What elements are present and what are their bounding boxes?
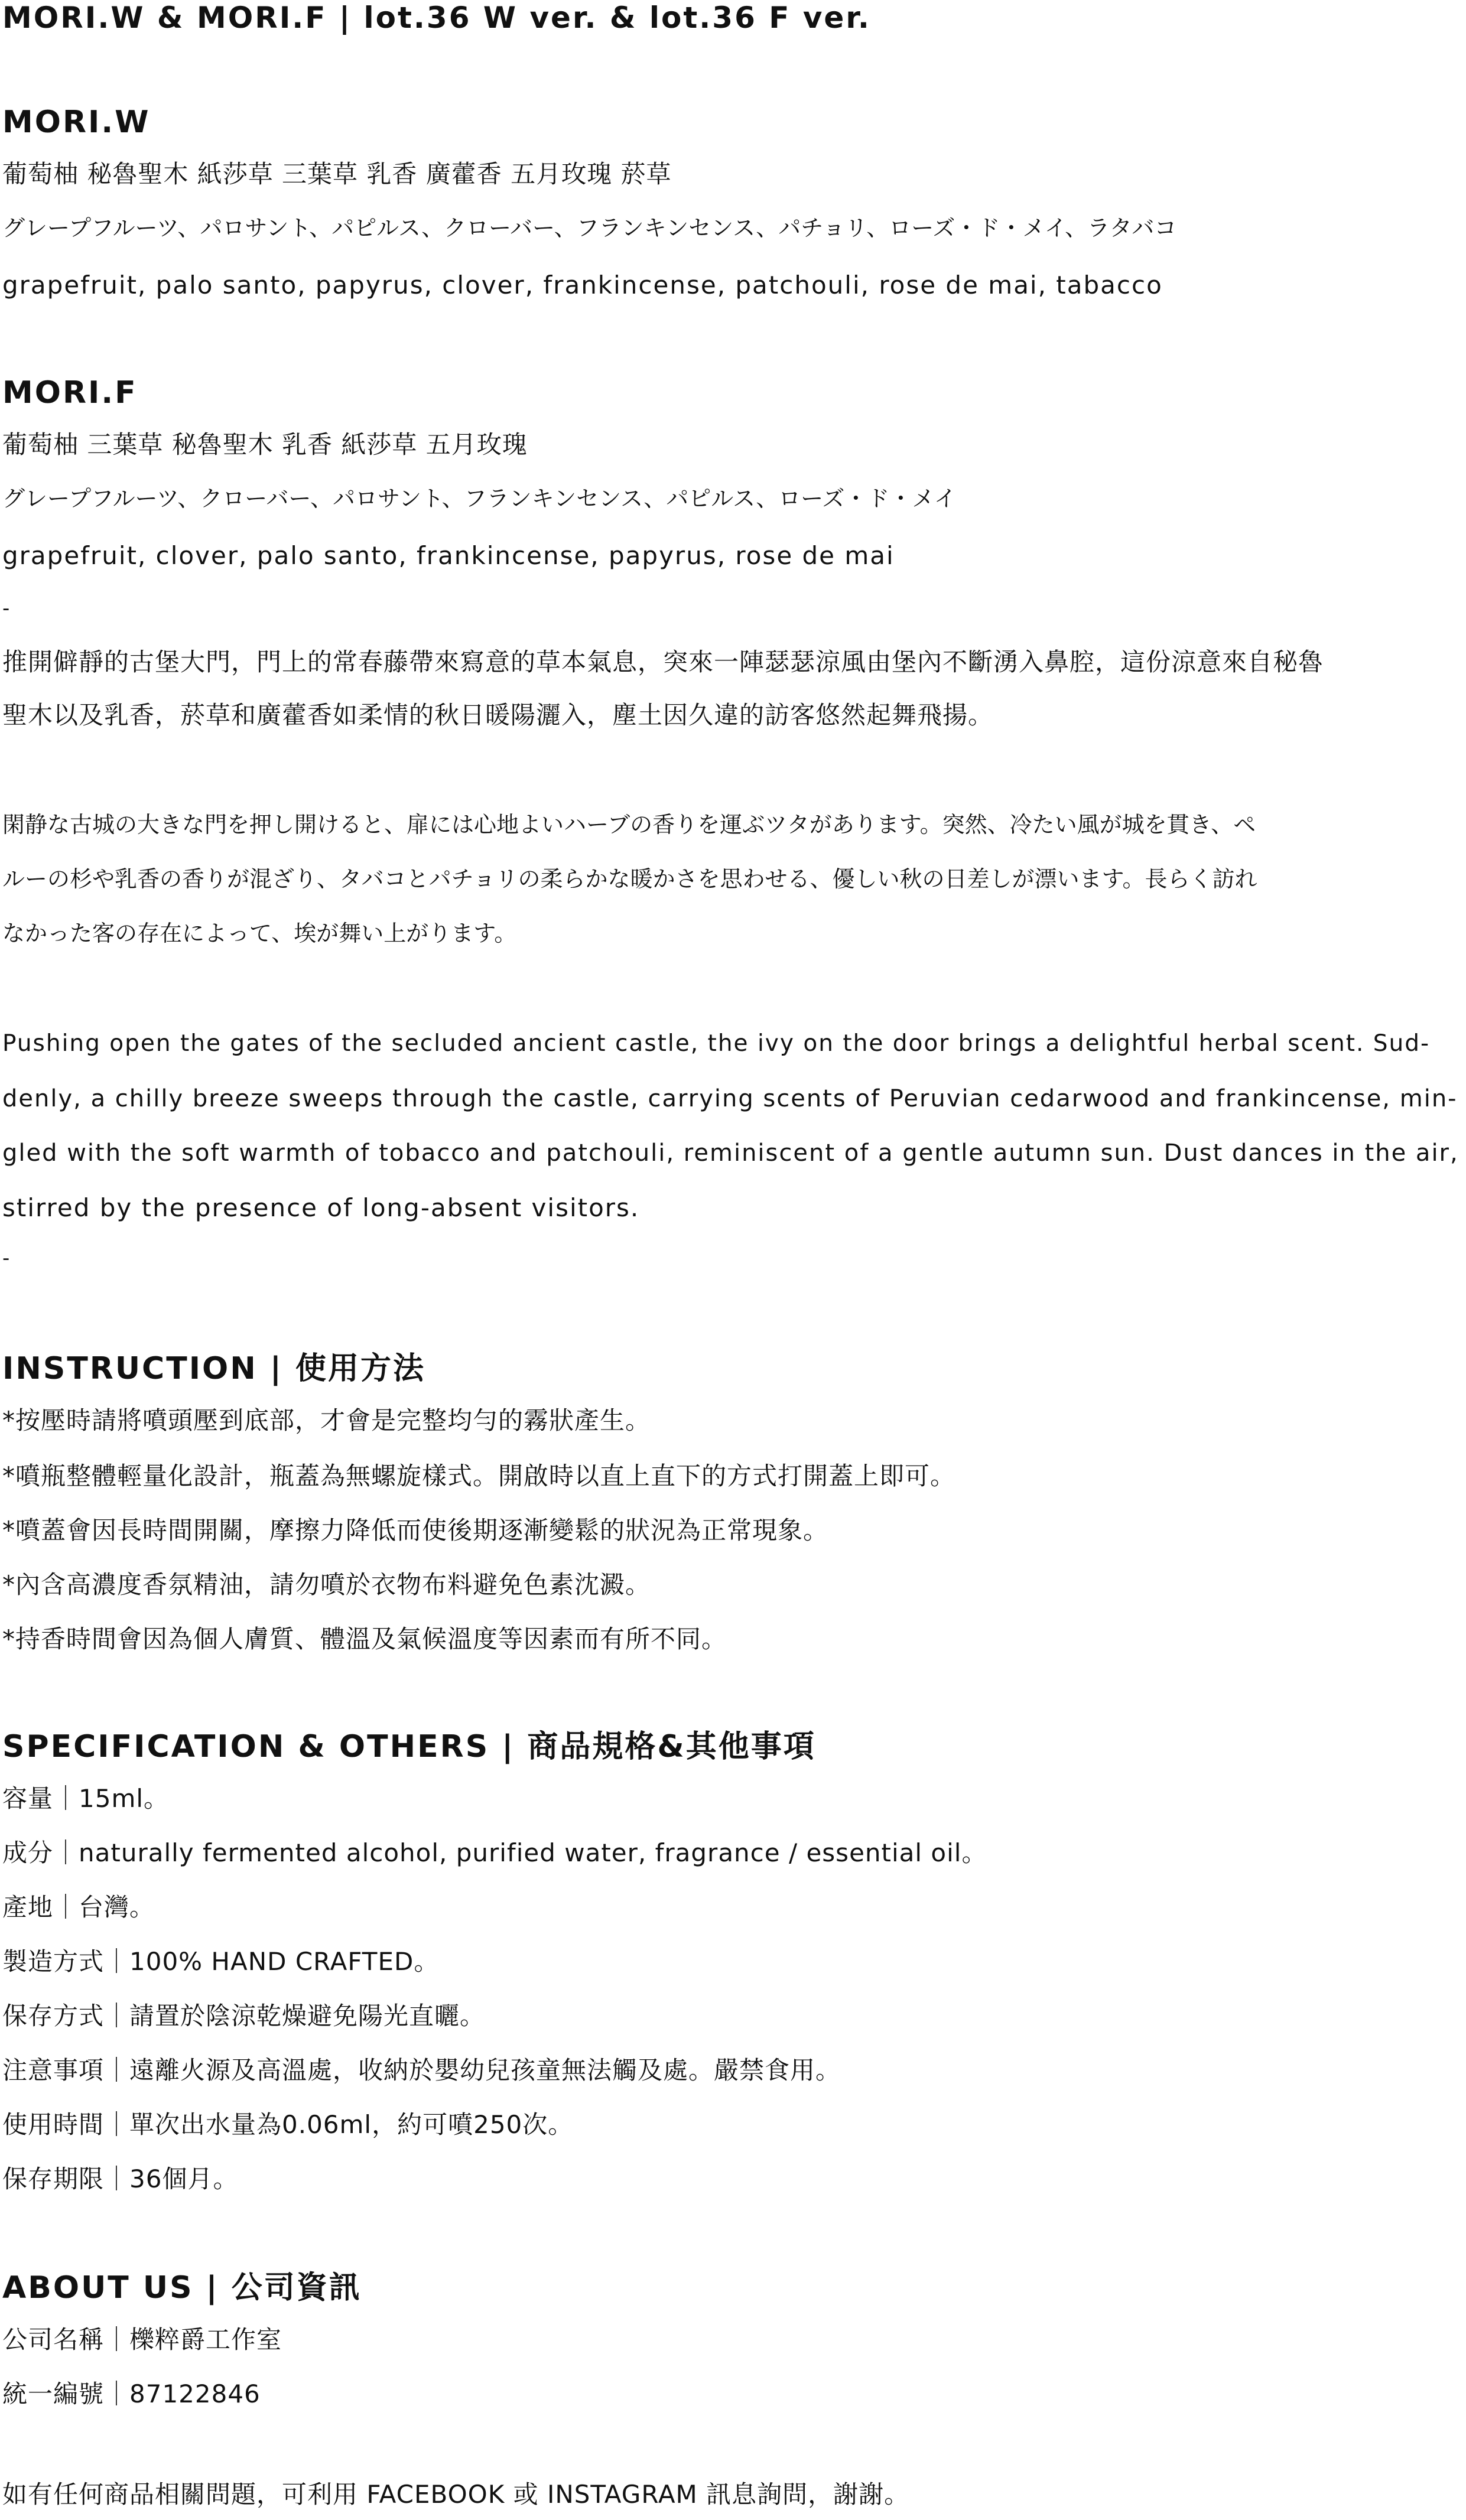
story-ja-line-1: 閑静な古城の大きな門を押し開けると、扉には心地よいハーブの香りを運ぶツタがあります。突然、冷たい風が城を貫き、ペ (2, 812, 1256, 838)
mori-f-notes-ja: グレープフルーツ、クローバー、パロサント、フランキンセンス、パピルス、ローズ・ド・メイ (2, 486, 957, 512)
instruction-heading-zh: | 使用方法 (257, 1351, 425, 1386)
mori-f-heading: MORI.F (2, 375, 138, 411)
mori-w-notes-en: grapefruit, palo santo, papyrus, clover, frankincense, patchouli, rose de mai, tabacco (2, 271, 1163, 299)
specification-heading (2, 1728, 1461, 1765)
about-heading (2, 2270, 1461, 2306)
contact-footer: 如有任何商品相關問題，可利用 FACEBOOK 或 INSTAGRAM 訊息詢問，謝謝。 (2, 2480, 910, 2509)
spec-item: 容量｜15ml。 (2, 1784, 170, 1813)
instruction-item: *噴瓶整體輕量化設計，瓶蓋為無螺旋樣式。開啟時以直上直下的方式打開蓋上即可。 (2, 1461, 956, 1490)
instruction-item: *按壓時請將噴頭壓到底部，才會是完整均勻的霧狀產生。 (2, 1406, 651, 1435)
about-item: 統一編號｜87122846 (2, 2379, 261, 2408)
title-lot-info: | lot.36 W ver. & lot.36 F ver. (327, 1, 871, 35)
story-en-line-2: denly, a chilly breeze sweeps through the castle, carrying scents of Peruvian cedarwood and frankincense, min- (2, 1085, 1458, 1112)
title-ampersand: & (145, 1, 197, 35)
about-heading-zh: | 公司資訊 (193, 2270, 362, 2306)
mori-f-notes-zh: 葡萄柚 三葉草 秘魯聖木 乳香 紙莎草 五月玫瑰 (2, 430, 528, 459)
spec-item: 成分｜naturally fermented alcohol, purified water, fragrance / essential oil。 (2, 1838, 987, 1867)
spec-item: 保存方式｜請置於陰涼乾燥避免陽光直曬。 (2, 2001, 486, 2030)
mori-w-notes-ja: グレープフルーツ、パロサント、パピルス、クローバー、フランキンセンス、パチョリ、ローズ・ド・メイ、ラタバコ (2, 215, 1177, 241)
spec-item: 保存期限｜36個月。 (2, 2164, 239, 2193)
story-zh-line-2: 聖木以及乳香，菸草和廣藿香如柔情的秋日暖陽灑入，塵土因久違的訪客悠然起舞飛揚。 (2, 701, 994, 730)
story-en-line-3: gled with the soft warmth of tobacco and patchouli, reminiscent of a gentle autumn sun. Dust dances in the air, (2, 1139, 1459, 1167)
spec-item: 注意事項｜遠離火源及高溫處，收納於嬰幼兒孩童無法觸及處。嚴禁食用。 (2, 2056, 841, 2085)
instruction-item: *噴蓋會因長時間開關，摩擦力降低而使後期逐漸變鬆的狀況為正常現象。 (2, 1516, 829, 1545)
divider-2: - (2, 1246, 11, 1270)
instruction-item: *持香時間會因為個人膚質、體溫及氣候溫度等因素而有所不同。 (2, 1624, 727, 1653)
instruction-item: *內含高濃度香氛精油，請勿噴於衣物布料避免色素沈澱。 (2, 1570, 651, 1599)
instruction-heading (2, 1350, 1461, 1387)
page-title (2, 0, 1461, 35)
mori-w-notes-zh: 葡萄柚 秘魯聖木 紙莎草 三葉草 乳香 廣藿香 五月玫瑰 菸草 (2, 159, 672, 188)
specification-heading-en: SPECIFICATION & OTHERS (2, 1729, 490, 1764)
story-ja-line-3: なかった客の存在によって、埃が舞い上がります。 (2, 920, 517, 946)
instruction-heading-en: INSTRUCTION (2, 1351, 258, 1386)
divider-1: - (2, 597, 11, 620)
spec-item: 產地｜台灣。 (2, 1893, 155, 1922)
spec-item: 製造方式｜100% HAND CRAFTED。 (2, 1947, 440, 1976)
specification-heading-zh: | 商品規格&其他事項 (489, 1729, 816, 1764)
spec-item: 使用時間｜單次出水量為0.06ml，約可噴250次。 (2, 2110, 574, 2139)
mori-w-heading: MORI.W (2, 105, 151, 140)
title-mori-w: MORI.W (2, 1, 145, 35)
about-heading-en: ABOUT US (2, 2270, 194, 2306)
about-item: 公司名稱｜櫟粹爵工作室 (2, 2325, 282, 2354)
story-en-line-4: stirred by the presence of long-absent visitors. (2, 1193, 640, 1222)
mori-f-notes-en: grapefruit, clover, palo santo, frankincense, papyrus, rose de mai (2, 541, 895, 570)
story-ja-line-2: ルーの杉や乳香の香りが混ざり、タバコとパチョリの柔らかな暖かさを思わせる、優しい秋の日差しが漂います。長らく訪れ (2, 866, 1257, 892)
story-zh-line-1: 推開僻靜的古堡大門，門上的常春藤帶來寫意的草本氣息，突來一陣瑟瑟涼風由堡內不斷湧入鼻腔，這份涼意來自秘魯 (2, 647, 1324, 676)
story-en-line-1: Pushing open the gates of the secluded ancient castle, the ivy on the door brings a delightful herbal scent. Sud- (2, 1030, 1431, 1057)
title-mori-f: MORI.F (196, 1, 327, 35)
